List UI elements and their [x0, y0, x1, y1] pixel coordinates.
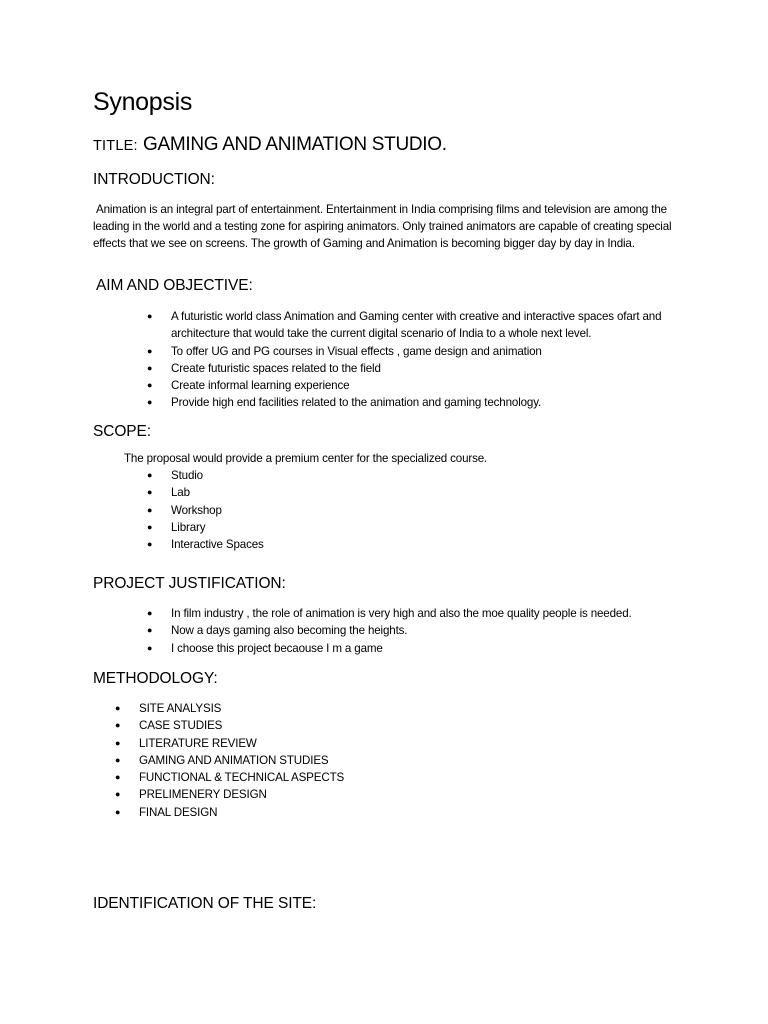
list-item	[147, 467, 264, 484]
list-item-text: A futuristic world class Animation and Gaming center with creative and interactive spaces ofart and architecture that would take the current digital scenario of India to a whole next level.	[171, 310, 662, 341]
list-item	[115, 786, 344, 803]
title-value: GAMING AND ANIMATION STUDIO.	[143, 134, 447, 155]
bullet-icon: ●	[147, 487, 153, 498]
list-item	[147, 640, 632, 657]
list-item	[147, 484, 264, 501]
list-item-text: Library	[171, 520, 206, 534]
list-item-text: FUNCTIONAL & TECHNICAL ASPECTS	[139, 771, 345, 785]
site-identification-heading: IDENTIFICATION OF THE SITE:	[93, 895, 317, 912]
bullet-icon: ●	[147, 470, 153, 480]
list-item-text: I choose this project becaouse I m a game	[171, 641, 383, 655]
title-label: TITLE:	[93, 138, 138, 154]
list-item	[147, 308, 671, 343]
bullet-icon: ●	[115, 772, 121, 783]
list-item-text: Studio	[171, 469, 203, 482]
bullet-icon: ●	[115, 737, 121, 748]
introduction-text: Animation is an integral part of entertainment. Entertainment in India comprising films and television are among the leading in the world and a testing zone for aspiring animators. Only trained animators are capable of creating special effects that we see on screens. The growth of Gaming and Animation is becoming bigger day by day in India.	[93, 203, 672, 250]
list-item	[147, 377, 671, 394]
bullet-icon: ●	[147, 380, 153, 391]
bullet-icon: ●	[147, 625, 153, 636]
list-item	[147, 536, 264, 553]
aim-heading: AIM AND OBJECTIVE:	[96, 277, 253, 294]
list-item-text: FINAL DESIGN	[139, 805, 218, 819]
bullet-icon: ●	[147, 311, 153, 321]
list-item	[147, 360, 671, 377]
list-item-text: PRELIMENERY DESIGN	[139, 788, 267, 802]
list-item-text: Lab	[171, 486, 190, 500]
list-item-text: Now a days gaming also becoming the heights.	[171, 624, 408, 638]
aim-list	[147, 308, 671, 412]
list-item	[147, 622, 632, 639]
title-row	[93, 134, 447, 156]
list-item-text: Workshop	[171, 503, 222, 517]
bullet-icon: ●	[147, 345, 153, 356]
bullet-icon: ●	[147, 642, 153, 653]
bullet-icon: ●	[147, 521, 153, 532]
list-item	[115, 700, 344, 717]
list-item-text: CASE STUDIES	[139, 719, 223, 733]
introduction-heading: INTRODUCTION:	[93, 171, 215, 188]
bullet-icon: ●	[147, 608, 153, 618]
bullet-icon: ●	[115, 789, 121, 800]
list-item	[147, 502, 264, 519]
list-item	[147, 519, 264, 536]
bullet-icon: ●	[147, 362, 153, 373]
list-item-text: Create futuristic spaces related to the field	[171, 361, 381, 375]
bullet-icon: ●	[147, 539, 153, 550]
bullet-icon: ●	[115, 806, 121, 817]
list-item-text: SITE ANALYSIS	[139, 702, 222, 715]
scope-intro: The proposal would provide a premium center for the specialized course.	[124, 452, 488, 465]
bullet-icon: ●	[147, 504, 153, 515]
scope-heading: SCOPE:	[93, 423, 151, 440]
list-item-text: In film industry , the role of animation is very high and also the moe quality people is needed.	[171, 607, 632, 620]
list-item	[115, 769, 345, 786]
scope-list	[147, 467, 264, 553]
list-item	[147, 343, 671, 360]
list-item	[115, 735, 344, 752]
list-item-text: Interactive Spaces	[171, 538, 264, 552]
methodology-list	[115, 700, 345, 821]
project-justification-heading: PROJECT JUSTIFICATION:	[93, 575, 286, 592]
project-justification-list	[147, 605, 632, 657]
list-item	[147, 605, 632, 622]
list-item	[115, 717, 344, 734]
bullet-icon: ●	[147, 397, 153, 408]
list-item-text: Create informal learning experience	[171, 379, 350, 393]
list-item-text: LITERATURE REVIEW	[139, 736, 257, 750]
list-item-text: GAMING AND ANIMATION STUDIES	[139, 753, 329, 767]
bullet-icon: ●	[115, 703, 121, 713]
document-heading: Synopsis	[93, 88, 193, 116]
list-item-text: To offer UG and PG courses in Visual effects , game design and animation	[171, 344, 542, 358]
list-item	[115, 752, 344, 769]
list-item-text: Provide high end facilities related to the animation and gaming technology.	[171, 396, 542, 410]
bullet-icon: ●	[115, 754, 121, 765]
methodology-heading: METHODOLOGY:	[93, 670, 218, 687]
bullet-icon: ●	[115, 720, 121, 731]
introduction-paragraph	[93, 201, 673, 252]
list-item	[147, 394, 671, 411]
list-item	[115, 804, 344, 821]
